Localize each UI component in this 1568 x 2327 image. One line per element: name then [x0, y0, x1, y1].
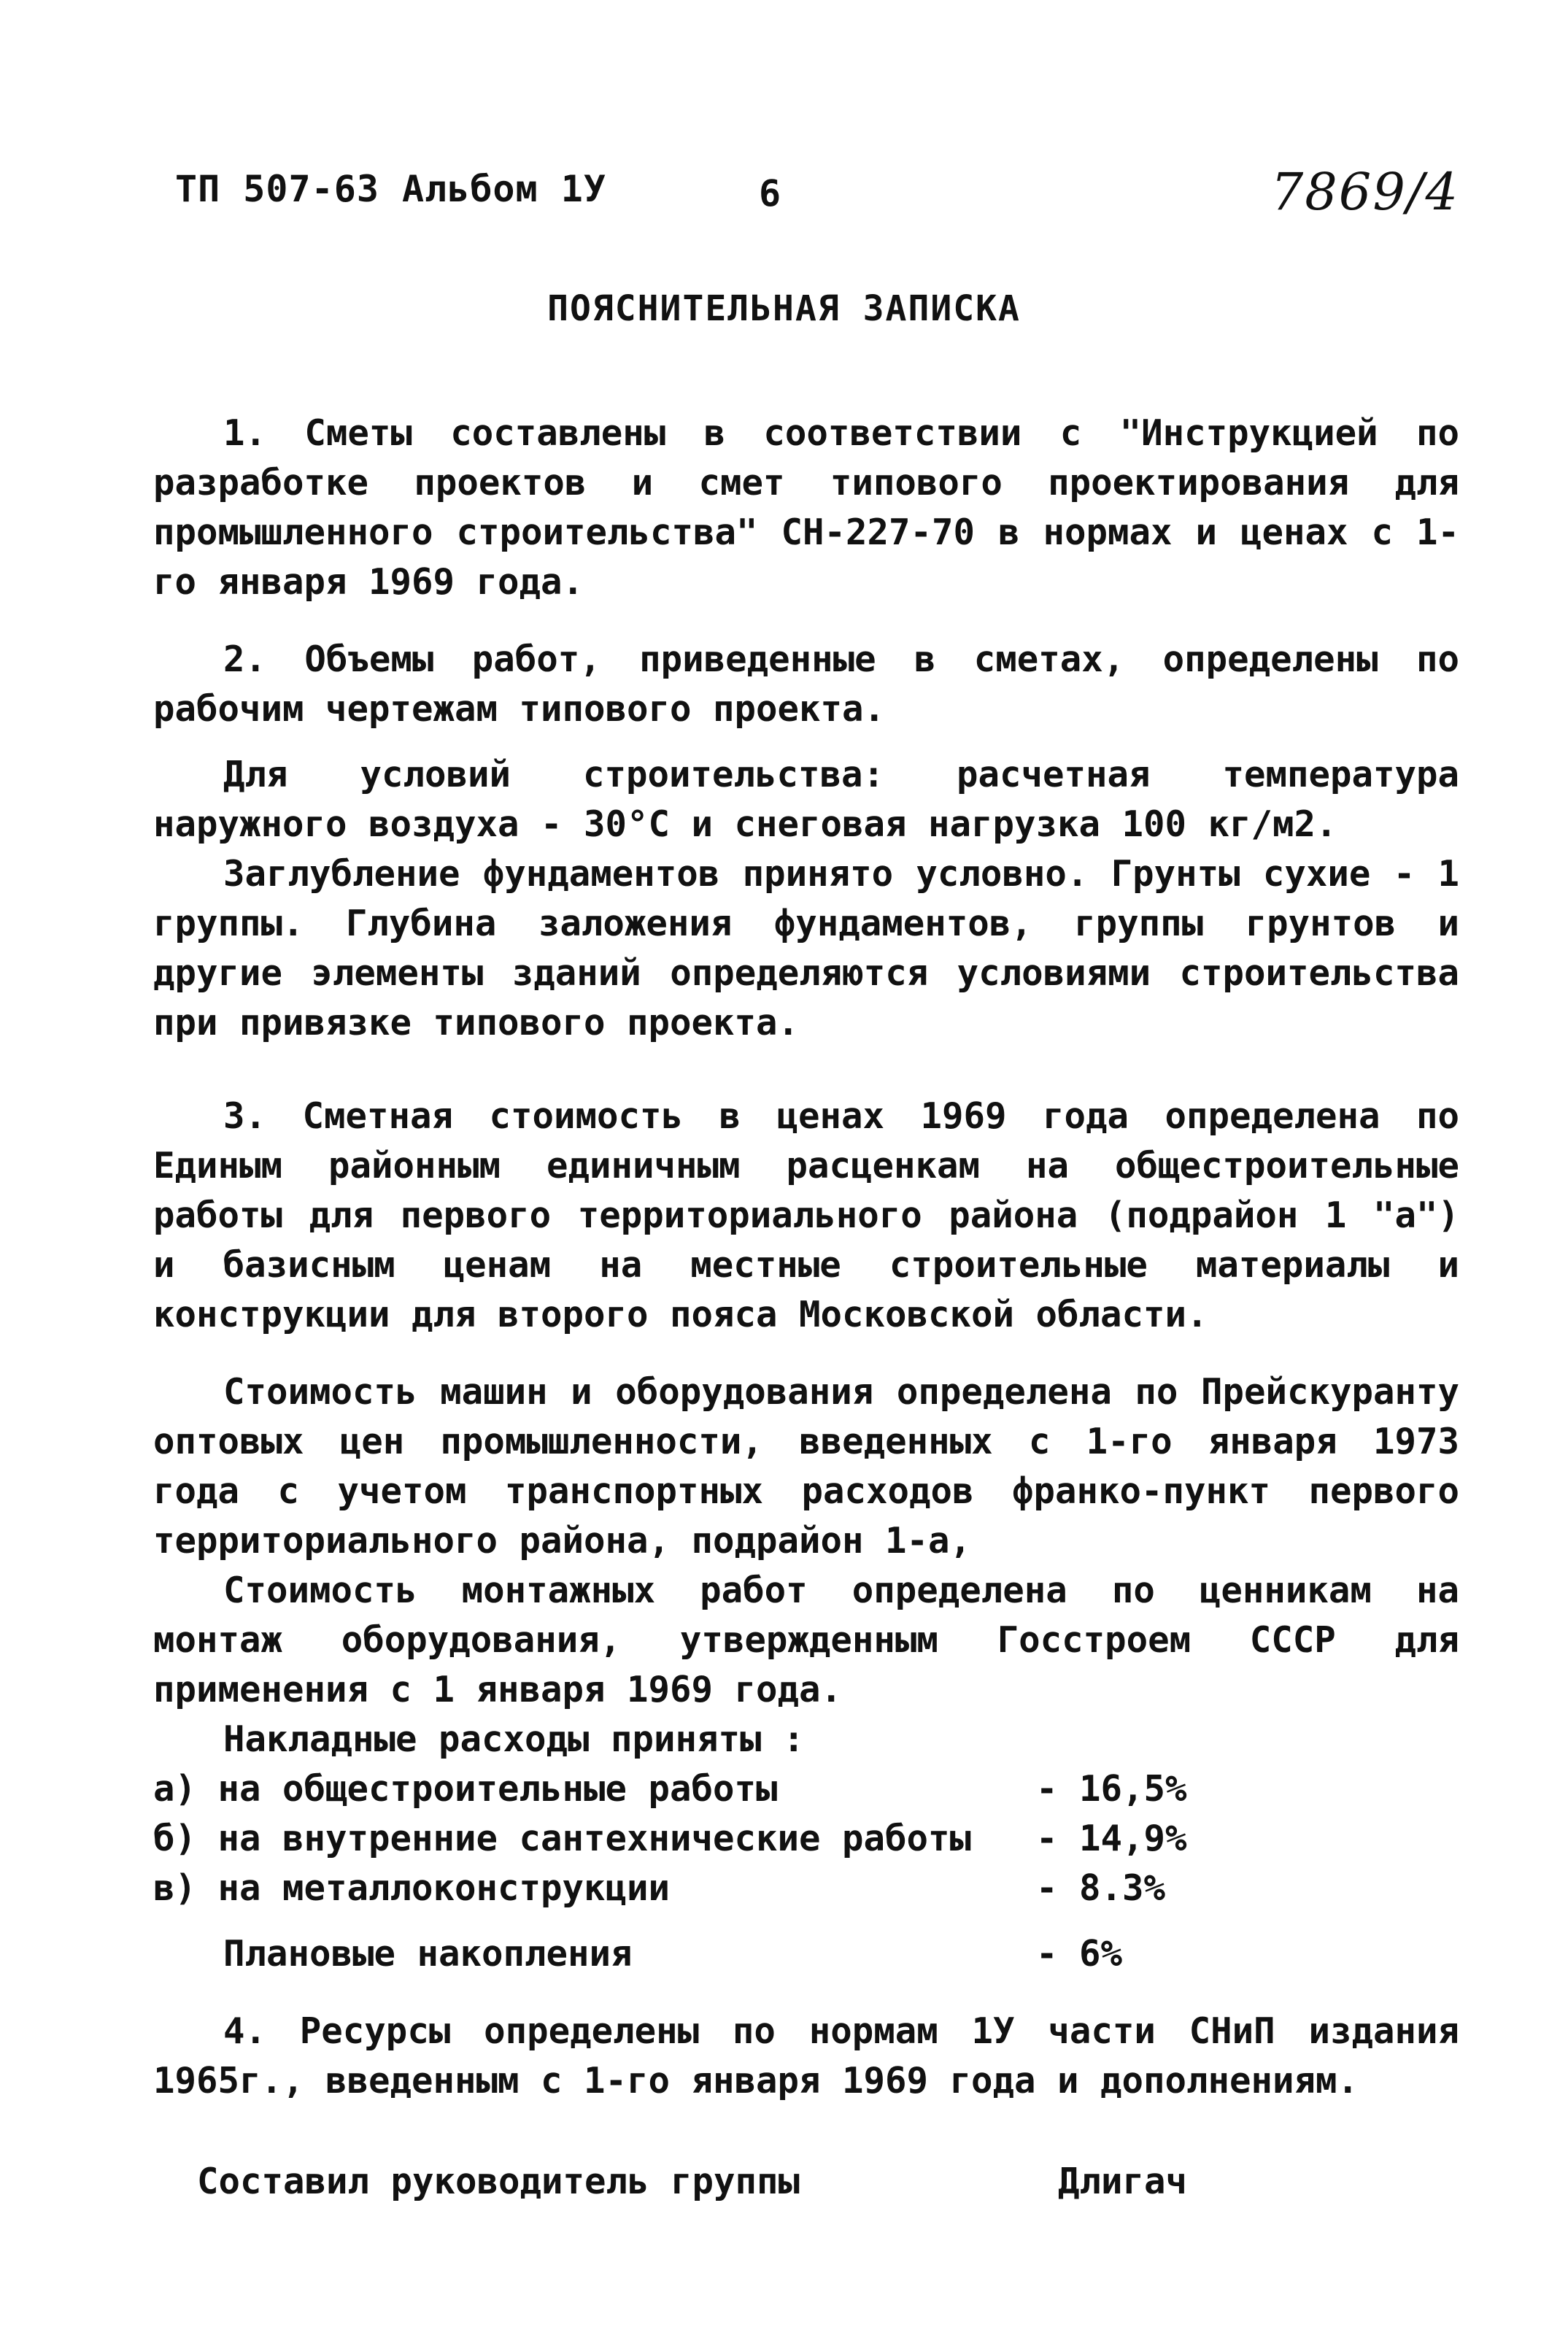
paragraph-4: 4. Ресурсы определены по нормам 1У части СНиП издания 1965г., введенным с 1-го января 1969 года и дополнениям.	[153, 2010, 1459, 2102]
paragraph-1: 1. Сметы составлены в соответствии с "Инструкцией по разработке проектов и смет типового проектирования для промышленного строительства" СН-227-70 в нормах и ценах с 1-го января 1969 года.	[153, 412, 1459, 603]
overhead-item-value: - 16,5%	[1036, 1768, 1187, 1810]
planned-savings-value: - 6%	[1036, 1933, 1123, 1975]
archive-number: 7869/4	[1270, 162, 1459, 222]
signature-label: Составил руководитель группы	[197, 2161, 800, 2202]
document-reference: ТП 507-63 Альбом 1У	[175, 168, 606, 210]
document-body	[153, 409, 1459, 2207]
page-header	[175, 162, 1474, 228]
paragraph-3: 3. Сметная стоимость в ценах 1969 года определена по Единым районным единичным расценкам на общестроительные работы для первого территориального района (подрайон 1 "а") и базисным ценам на местные строительные материалы и конструкции для второго пояса Московской области.	[153, 1095, 1459, 1335]
paragraph-3-installation: Стоимость монтажных работ определена по ценникам на монтаж оборудования, утвержденным Госстроем СССР для применения с 1 января 1969 года.	[153, 1570, 1459, 1710]
paragraph-2: 2. Объемы работ, приведенные в сметах, определены по рабочим чертежам типового проекта.	[153, 638, 1459, 730]
signature-name: Длигач	[1058, 2161, 1188, 2202]
paragraph-2-foundations: Заглубление фундаментов принято условно. Грунты сухие - 1 группы. Глубина заложения фундаментов, группы грунтов и другие элементы зданий определяются условиями строительства при привязке типового проекта.	[153, 853, 1459, 1043]
document-title: ПОЯСНИТЕЛЬНАЯ ЗАПИСКА	[547, 288, 1021, 329]
overhead-item	[153, 1814, 1459, 1864]
overhead-item-label: в) на металлоконструкции	[153, 1867, 671, 1909]
overhead-item-label: б) на внутренние сантехнические работы	[153, 1818, 972, 1859]
overhead-item	[153, 1864, 1459, 1913]
overhead-item	[153, 1764, 1459, 1814]
planned-savings-row	[153, 1929, 1459, 1979]
planned-savings-label: Плановые накопления	[223, 1933, 633, 1975]
paragraph-3-overhead-heading: Накладные расходы приняты :	[223, 1718, 805, 1760]
paragraph-2-conditions: Для условий строительства: расчетная температура наружного воздуха - 30°С и снеговая нагрузка 100 кг/м2.	[153, 754, 1459, 845]
overhead-item-label: а) на общестроительные работы	[153, 1768, 778, 1810]
page-number: 6	[759, 172, 781, 215]
paragraph-3-equipment: Стоимость машин и оборудования определена по Прейскуранту оптовых цен промышленности, введенных с 1-го января 1973 года с учетом транспортных расходов франко-пункт первого территориального района, подрайон 1-а,	[153, 1371, 1459, 1562]
overhead-item-value: - 8.3%	[1036, 1867, 1166, 1909]
signature-line	[153, 2157, 1459, 2207]
overhead-item-value: - 14,9%	[1036, 1818, 1187, 1859]
